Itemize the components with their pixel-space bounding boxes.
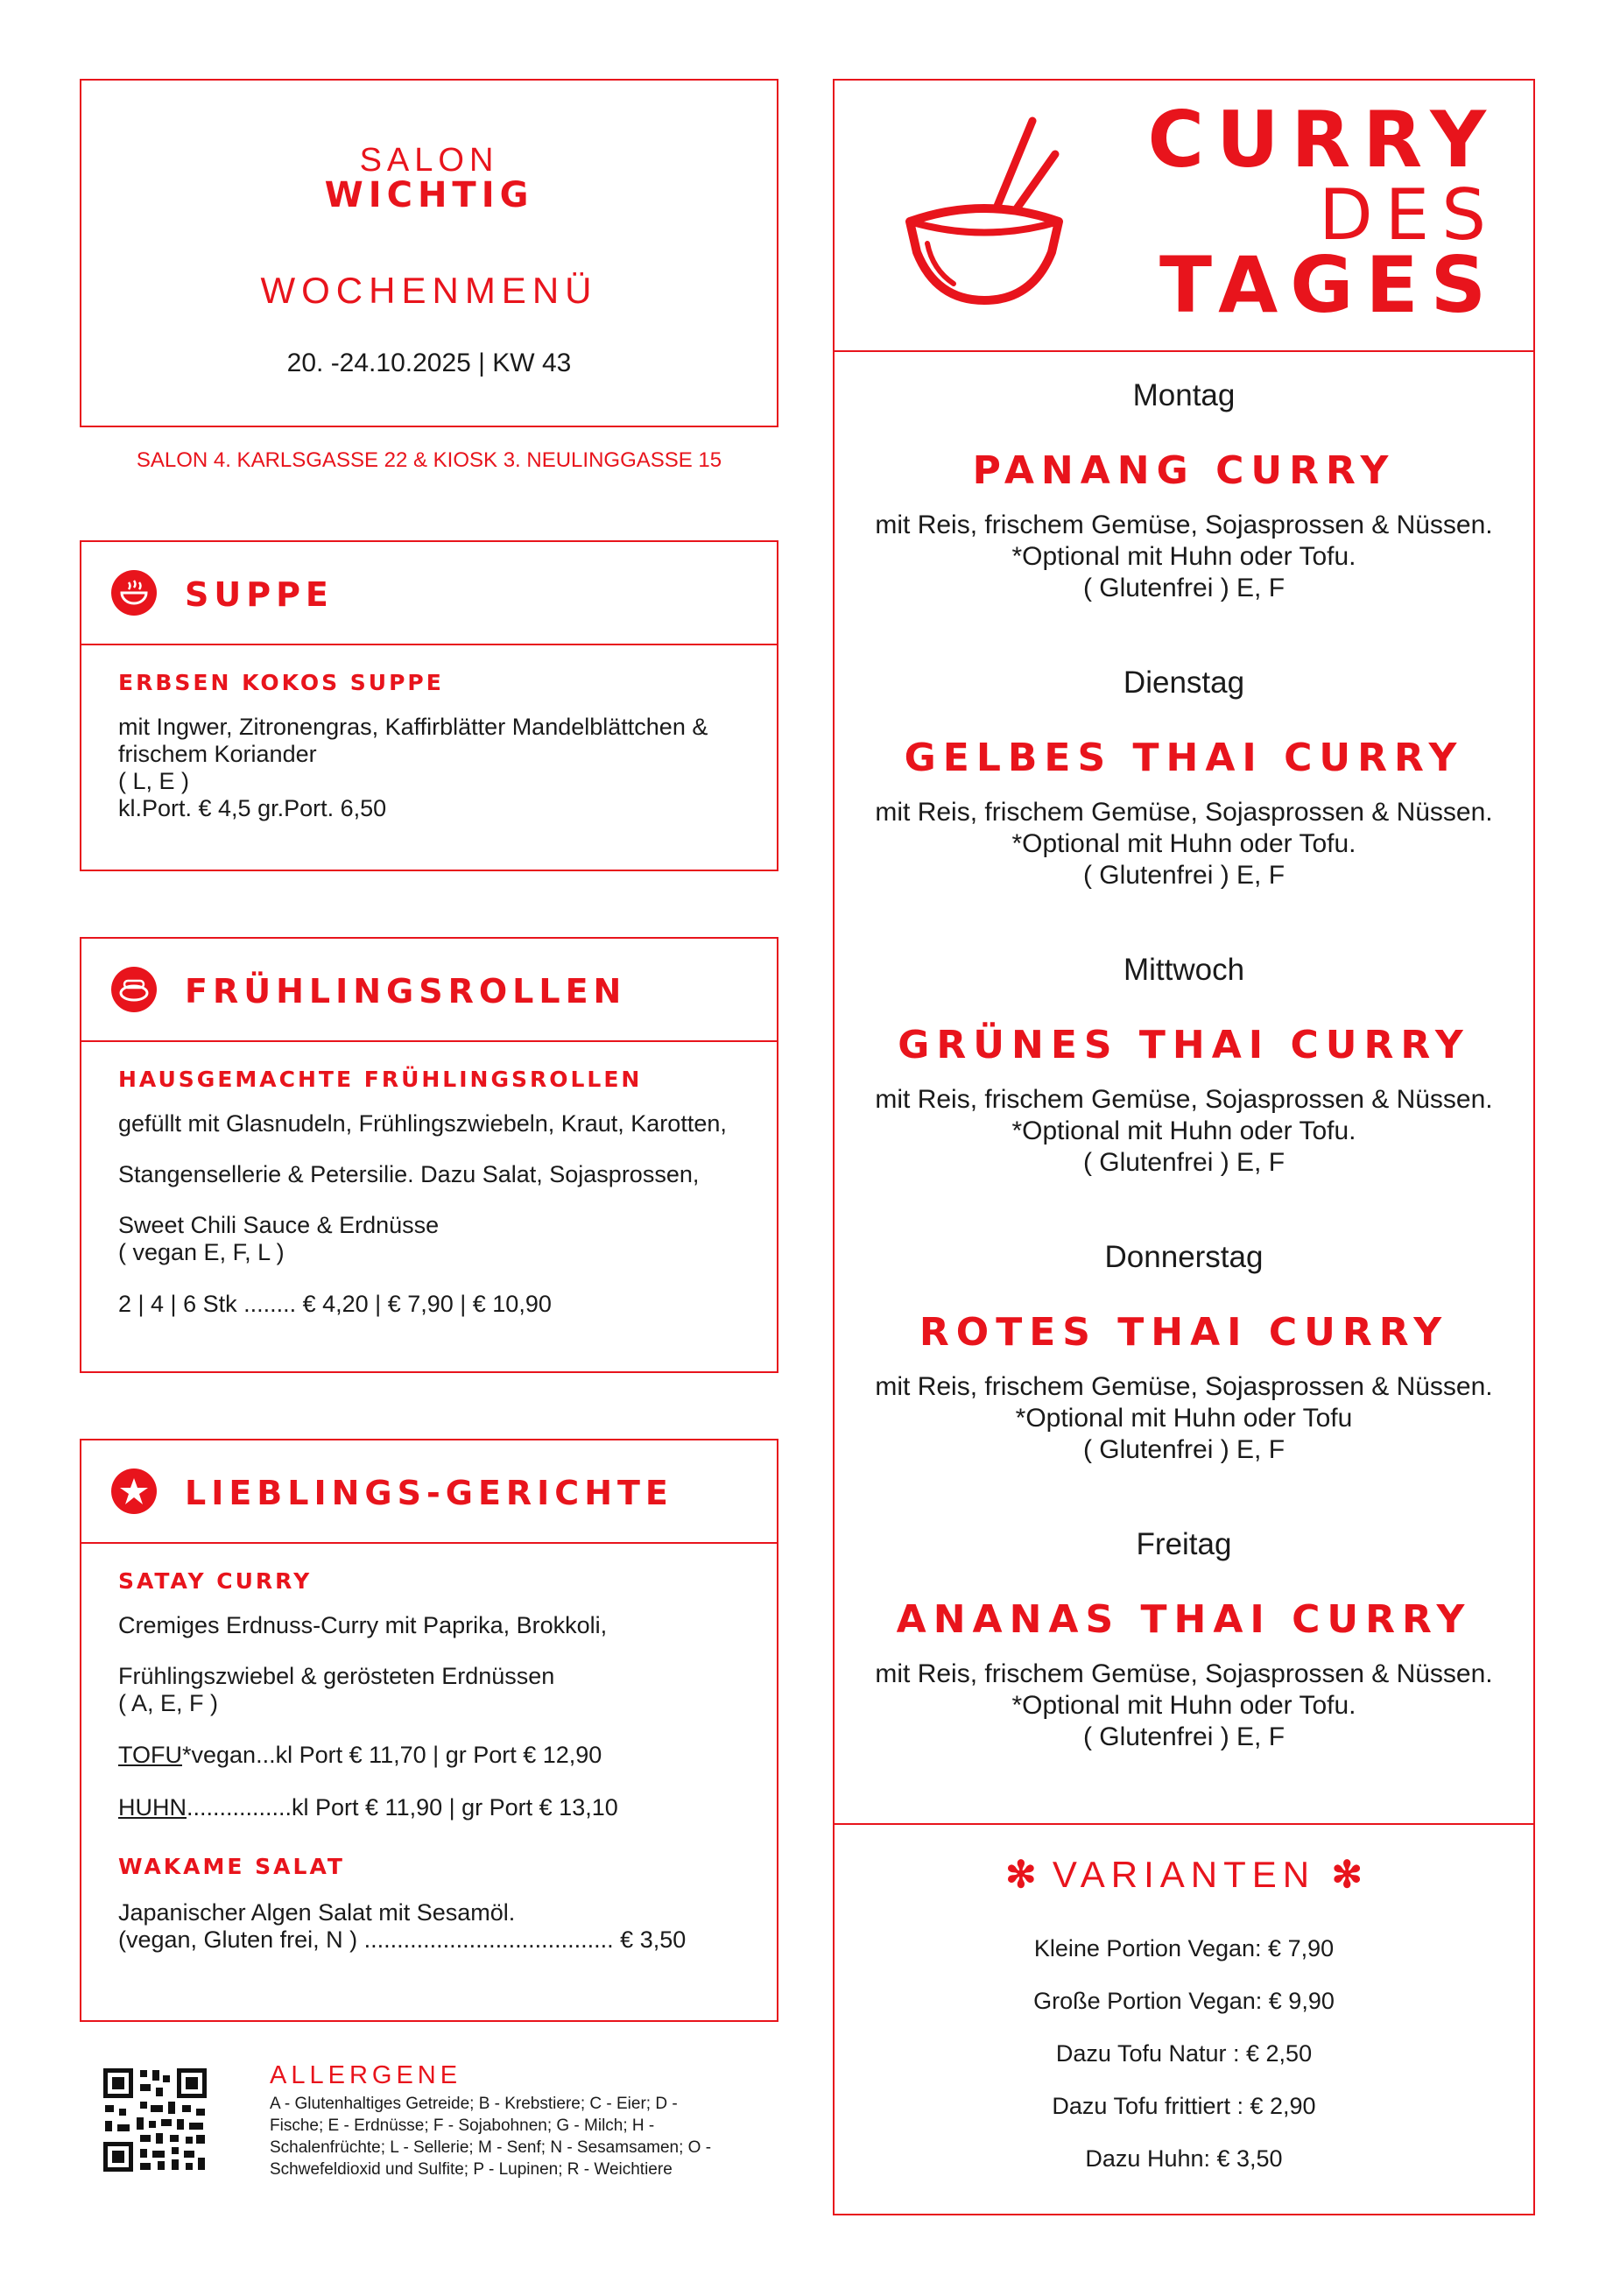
day-label: Dienstag	[1123, 666, 1245, 700]
lieblings-header	[81, 1440, 777, 1544]
curry-title-line-2: DES	[1319, 174, 1498, 256]
varianten-block	[835, 1823, 1533, 2214]
curry-desc-line: *Optional mit Huhn oder Tofu.	[1011, 1116, 1356, 1145]
satay-allergens: ( A, E, F )	[118, 1690, 219, 1716]
header-box	[80, 79, 778, 427]
day-label: Donnerstag	[1104, 1240, 1264, 1274]
curry-desc-line: ( Glutenfrei ) E, F	[1082, 1722, 1285, 1751]
curry-name: ROTES THAI CURRY	[919, 1310, 1449, 1355]
huhn-price-text: ................kl Port € 11,90 | gr Port € 13,10	[187, 1794, 618, 1821]
variant-item: Dazu Huhn: € 3,50	[1085, 2145, 1283, 2172]
brand-logo: WICHTIG	[324, 175, 534, 215]
wakame-line-2: (vegan, Gluten frei, N ) ...................................... € 3,50	[118, 1926, 687, 1953]
fruehlingsrollen-heading: FRÜHLINGSROLLEN	[185, 972, 627, 1011]
allergene-line: Schalenfrüchte; L - Sellerie; M - Senf; N - Sesamsamen; O -	[270, 2138, 712, 2157]
satay-title: SATAY CURRY	[118, 1568, 313, 1594]
bowl-chopsticks-icon	[901, 112, 1067, 305]
fruehlingsrollen-line-3: Sweet Chili Sauce & Erdnüsse	[118, 1212, 440, 1238]
satay-line-1: Cremiges Erdnuss-Curry mit Paprika, Brokkoli,	[118, 1612, 608, 1638]
curry-name: PANANG CURRY	[972, 448, 1396, 493]
curry-desc-line: *Optional mit Huhn oder Tofu.	[1011, 1691, 1356, 1720]
variant-item: Dazu Tofu frittiert : € 2,90	[1052, 2093, 1316, 2119]
curry-desc-line: ( Glutenfrei ) E, F	[1082, 861, 1285, 890]
suppe-line-2: frischem Koriander	[118, 741, 317, 767]
allergene-line: Schwefeldioxid und Sulfite; P - Lupinen; R - Weichtiere	[270, 2160, 673, 2179]
allergene-heading: ALLERGENE	[270, 2061, 462, 2089]
fruehlingsrollen-allergens: ( vegan E, F, L )	[118, 1239, 285, 1265]
curry-desc	[835, 1659, 1533, 1753]
curry-desc-line: *Optional mit Huhn oder Tofu.	[1011, 829, 1356, 858]
fruehlingsrollen-line-1: gefüllt mit Glasnudeln, Frühlingszwiebeln, Kraut, Karotten,	[118, 1110, 727, 1137]
curry-name: GRÜNES THAI CURRY	[898, 1023, 1470, 1067]
qr-code[interactable]	[102, 2067, 208, 2173]
suppe-price: kl.Port. € 4,5 gr.Port. 6,50	[118, 795, 387, 821]
suppe-section	[80, 540, 778, 871]
star-icon	[111, 1468, 157, 1514]
satay-tofu-price	[118, 1742, 602, 1769]
day-label: Mittwoch	[1123, 953, 1245, 987]
curry-name: ANANAS THAI CURRY	[896, 1597, 1472, 1642]
menu-title: WOCHENMENÜ	[260, 270, 598, 311]
lieblings-section	[80, 1439, 778, 2022]
curry-desc	[835, 510, 1533, 604]
wakame-title: WAKAME SALAT	[118, 1854, 345, 1879]
asterisk-icon: ✻	[1331, 1854, 1363, 1895]
huhn-label: HUHN	[118, 1794, 187, 1821]
satay-huhn-price	[118, 1794, 618, 1821]
brand-top: SALON	[359, 142, 499, 179]
suppe-heading: SUPPE	[185, 575, 334, 614]
asterisk-icon: ✻	[1005, 1854, 1037, 1895]
spring-roll-icon	[111, 967, 157, 1012]
suppe-description	[118, 714, 749, 822]
curry-desc-line: mit Reis, frischem Gemüse, Sojasprossen & Nüssen.	[875, 1659, 1493, 1688]
fruehlingsrollen-price: 2 | 4 | 6 Stk ........ € 4,20 | € 7,90 | € 10,90	[118, 1291, 552, 1317]
day-label: Montag	[1132, 378, 1236, 412]
day-label: Freitag	[1136, 1527, 1232, 1561]
suppe-line-1: mit Ingwer, Zitronengras, Kaffirblätter Mandelblättchen &	[118, 714, 708, 740]
curry-desc	[835, 1084, 1533, 1179]
curry-desc-line: *Optional mit Huhn oder Tofu.	[1011, 542, 1356, 571]
tofu-price-text: *vegan...kl Port € 11,70 | gr Port € 12,90	[182, 1742, 602, 1768]
curry-desc-line: ( Glutenfrei ) E, F	[1082, 1435, 1285, 1464]
wakame-line-1: Japanischer Algen Salat mit Sesamöl.	[118, 1899, 516, 1926]
curry-desc-line: mit Reis, frischem Gemüse, Sojasprossen & Nüssen.	[875, 511, 1493, 539]
curry-desc	[835, 797, 1533, 891]
variant-item: Dazu Tofu Natur : € 2,50	[1055, 2040, 1313, 2067]
fruehlingsrollen-item-title: HAUSGEMACHTE FRÜHLINGSROLLEN	[118, 1067, 643, 1092]
curry-desc-line: mit Reis, frischem Gemüse, Sojasprossen & Nüssen.	[875, 798, 1493, 827]
tofu-label: TOFU	[118, 1742, 182, 1768]
allergene-line: Fische; E - Erdnüsse; F - Sojabohnen; G - Milch; H -	[270, 2116, 655, 2135]
curry-desc-line: *Optional mit Huhn oder Tofu	[1015, 1404, 1353, 1433]
lieblings-heading: LIEBLINGS-GERICHTE	[185, 1474, 673, 1512]
curry-title-line-3: TAGES	[1159, 240, 1498, 330]
varianten-heading: VARIANTEN	[1052, 1853, 1316, 1895]
soup-bowl-icon	[111, 570, 157, 616]
satay-line-2: Frühlingszwiebel & gerösteten Erdnüssen	[118, 1663, 555, 1689]
fruehlingsrollen-line-2: Stangensellerie & Petersilie. Dazu Salat, Sojasprossen,	[118, 1161, 700, 1187]
fruehlingsrollen-header	[81, 939, 777, 1042]
menu-dates: 20. -24.10.2025 | KW 43	[286, 349, 572, 377]
curry-desc-line: ( Glutenfrei ) E, F	[1082, 1148, 1285, 1177]
curry-title-line-1: CURRY	[1147, 95, 1498, 185]
allergene-list	[270, 2093, 711, 2180]
curry-desc-line: mit Reis, frischem Gemüse, Sojasprossen & Nüssen.	[875, 1372, 1493, 1401]
variant-item: Große Portion Vegan: € 9,90	[1033, 1988, 1335, 2014]
curry-desc-line: mit Reis, frischem Gemüse, Sojasprossen & Nüssen.	[875, 1085, 1493, 1114]
curry-name: GELBES THAI CURRY	[904, 736, 1464, 780]
curry-desc-line: ( Glutenfrei ) E, F	[1082, 574, 1285, 602]
allergene-line: A - Glutenhaltiges Getreide; B - Krebstiere; C - Eier; D -	[270, 2095, 678, 2113]
curry-header	[835, 81, 1533, 352]
suppe-header	[81, 542, 777, 645]
suppe-allergens: ( L, E )	[118, 768, 190, 794]
varianten-heading-row	[835, 1853, 1533, 1896]
locations: SALON 4. KARLSGASSE 22 & KIOSK 3. NEULINGGASSE 15	[136, 448, 722, 472]
fruehlingsrollen-section	[80, 937, 778, 1373]
curry-section	[833, 79, 1535, 2215]
suppe-item-title: ERBSEN KOKOS SUPPE	[118, 670, 444, 695]
variant-item: Kleine Portion Vegan: € 7,90	[1033, 1935, 1335, 1961]
curry-desc	[835, 1371, 1533, 1466]
